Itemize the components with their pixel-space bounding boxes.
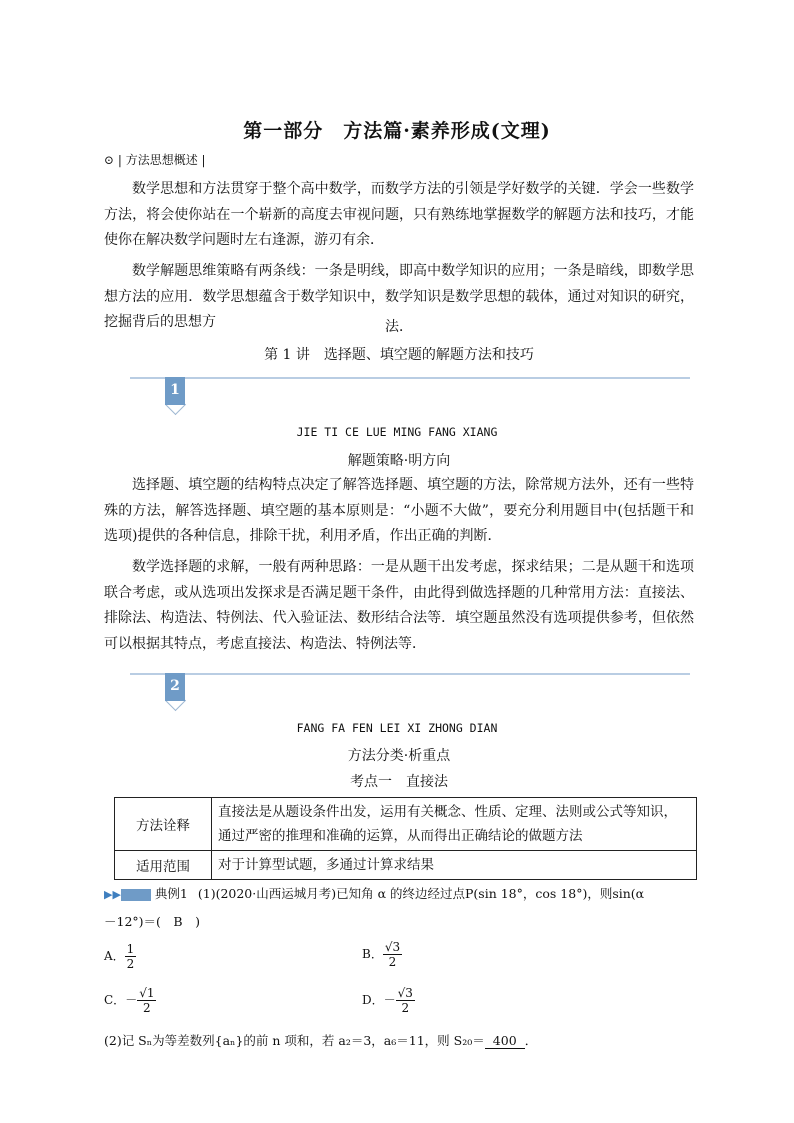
numerator: √1	[139, 986, 155, 1000]
intro-paragraph-1: 数学思想和方法贯穿于整个高中数学，而数学方法的引领是学好数学的关键．学会一些数学方法，将会使你站在一个崭新的高度去审视问题，只有熟练地掌握数学的解题方法和技巧，才能使你在解决数学问题时左右逢源，游刃有余．	[104, 181, 694, 248]
question-2-suffix: ．	[524, 1033, 538, 1048]
fraction	[396, 986, 415, 1015]
section-2-badge: 2	[165, 673, 185, 701]
option-letter: B．	[362, 947, 383, 961]
lecture-title: 第 1 讲 选择题、填空题的解题方法和技巧	[264, 347, 534, 363]
denominator: 2	[388, 955, 397, 969]
double-arrow-icon: ▶▶	[104, 888, 121, 901]
table-cell-key: 方法诠释	[115, 798, 212, 851]
section-1-heading: 解题策略·明方向	[347, 453, 451, 469]
option-sign: －	[383, 993, 396, 1007]
option-c[interactable]	[104, 986, 156, 1015]
numerator: 1	[126, 942, 135, 956]
option-letter: C．	[104, 993, 126, 1007]
option-letter: A．	[104, 949, 125, 963]
section-2-subheading: 考点一 直接法	[350, 774, 448, 790]
denominator: 2	[143, 1001, 151, 1015]
section-1-paragraph-1: 选择题、填空题的结构特点决定了解答选择题、填空题的方法，除常规方法外，还有一些特殊的方法，解答选择题、填空题的基本原则是：“小题不大做”，要充分利用题目中(包括题干和选项)提供的各种信息，排除干扰，利用矛盾，作出正确的判断．	[104, 477, 694, 544]
method-table	[114, 797, 697, 880]
table-row	[115, 798, 697, 851]
overview-tag: ⊙ | 方法思想概述 |	[104, 153, 206, 167]
section-1-paragraph-2: 数学选择题的求解，一般有两种思路：一是从题干出发考虑，探求结果；二是从题干和选项联合考虑，或从选项出发探求是否满足题干条件，由此得到做选择题的几种常用方法：直接法、排除法、构造法、特例法、代入验证法、数形结合法等．填空题虽然没有选项提供参考，但依然可以根据其特点，考虑直接法、构造法、特例法等．	[104, 559, 694, 652]
section-2-rule	[130, 673, 690, 675]
page-title: 第一部分 方法篇·素养形成(文理)	[243, 120, 551, 142]
example-label: 典例1	[154, 886, 188, 901]
question-1-text: (1)(2020·山西运城月考)已知角 α 的终边经过点P(sin 18°，cos 18°)，则sin(α	[197, 886, 645, 901]
option-sign: －	[125, 993, 138, 1007]
table-cell-value: 对于计算型试题，多通过计算求结果	[212, 851, 697, 880]
fraction	[383, 940, 402, 969]
numerator: √3	[384, 940, 401, 954]
question-1-continued: －12°)＝( B )	[104, 914, 200, 929]
intro-paragraph-2-end: 法．	[385, 319, 413, 335]
section-1-pinyin: JIE TI CE LUE MING FANG XIANG	[296, 425, 498, 439]
answer-blank: 400	[485, 1033, 525, 1049]
denominator: 2	[126, 957, 135, 971]
table-cell-value: 直接法是从题设条件出发，运用有关概念、性质、定理、法则或公式等知识，通过严密的推理和准确的运算，从而得出正确结论的做题方法	[212, 798, 697, 851]
section-2-heading: 方法分类·析重点	[347, 748, 451, 764]
example-1	[104, 884, 704, 902]
table-row	[115, 851, 697, 880]
fraction	[125, 942, 137, 971]
option-letter: D．	[362, 993, 384, 1007]
section-1-rule	[130, 377, 690, 379]
section-1-badge: 1	[165, 377, 185, 405]
denominator: 2	[401, 1001, 410, 1015]
example-label-bar	[121, 889, 151, 901]
section-2-pinyin: FANG FA FEN LEI XI ZHONG DIAN	[296, 721, 498, 735]
option-d[interactable]	[362, 986, 415, 1015]
numerator: √3	[397, 986, 413, 1000]
question-2-text: (2)记 Sₙ为等差数列{aₙ}的前 n 项和，若 a₂＝3，a₆＝11，则 S₂₀＝	[104, 1033, 485, 1048]
option-b[interactable]	[362, 940, 402, 969]
table-cell-key: 适用范围	[115, 851, 212, 880]
question-2	[104, 1031, 537, 1049]
fraction	[137, 986, 156, 1015]
option-a[interactable]	[104, 942, 136, 971]
intro-paragraph-2: 数学解题思维策略有两条线：一条是明线，即高中数学知识的应用；一条是暗线，即数学思想方法的应用．数学思想蕴含于数学知识中，数学知识是数学思想的载体，通过对知识的研究，挖掘背后的思想方	[104, 263, 694, 330]
